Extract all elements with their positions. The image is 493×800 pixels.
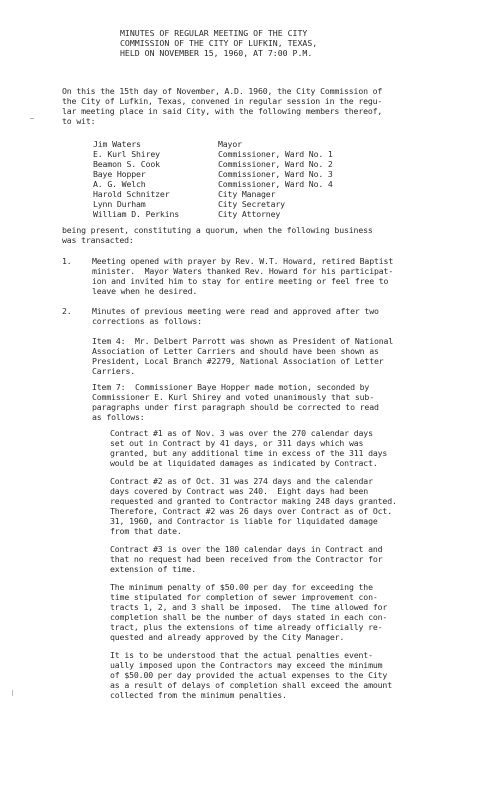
member-title: City Attorney xyxy=(218,209,281,219)
contract-1-line-1: Contract #1 as of Nov. 3 was over the 270 calendar days xyxy=(110,428,373,438)
quorum-line-1: being present, constituting a quorum, when the following business xyxy=(62,225,373,235)
member-title: City Secretary xyxy=(218,199,285,209)
quorum-line-2: was transacted: xyxy=(62,235,134,245)
contract-1-line-2: set out in Contract by 41 days, or 311 days which was xyxy=(110,438,364,448)
intro-line-3: lar meeting place in said City, with the following members thereof, xyxy=(62,106,383,116)
member-name: Harold Schnitzer xyxy=(93,189,170,199)
item-4-line-1: Item 4: Mr. Delbert Parrott was shown as President of National xyxy=(92,336,394,346)
contract-2-line-4: Therefore, Contract #2 was 26 days over Contract as of Oct. xyxy=(110,506,392,516)
title-line-3: HELD ON NOVEMBER 15, 1960, AT 7:00 P.M. xyxy=(120,48,313,58)
contract-3-line-1: Contract #3 is over the 180 calendar days in Contract and xyxy=(110,544,383,554)
member-name: E. Kurl Shirey xyxy=(93,149,160,159)
member-name: Baye Hopper xyxy=(93,169,146,179)
understood-line-2: ually imposed upon the Contractors may exceed the minimum xyxy=(110,660,383,670)
understood-line-5: collected from the minimum penalties. xyxy=(110,690,287,700)
understood-line-3: of $50.00 per day provided the actual expenses to the City xyxy=(110,670,388,680)
item-7-line-1: Item 7: Commissioner Baye Hopper made motion, seconded by xyxy=(92,382,370,392)
contract-2-line-5: 31, 1960, and Contractor is liable for liquidated damage xyxy=(110,516,378,526)
item-4-line-2: Association of Letter Carriers and should have been shown as xyxy=(92,346,379,356)
understood-line-1: It is to be understood that the actual penalties event- xyxy=(110,650,373,660)
contract-3-line-3: extension of time. xyxy=(110,564,197,574)
penalty-line-2: time stipulated for completion of sewer improvement con- xyxy=(110,592,378,602)
intro-line-4: to wit: xyxy=(62,116,96,126)
contract-2-line-6: from that date. xyxy=(110,526,182,536)
penalty-line-3: tracts 1, 2, and 3 shall be imposed. The time allowed for xyxy=(110,602,388,612)
member-title: Mayor xyxy=(218,139,242,149)
title-line-1: MINUTES OF REGULAR MEETING OF THE CITY xyxy=(120,28,308,38)
item-7-line-2: Commissioner E. Kurl Shirey and voted unanimously that sub- xyxy=(92,392,374,402)
item-2-number: 2. xyxy=(62,306,72,316)
penalty-line-4: completion shall be the number of days stated in each con- xyxy=(110,612,388,622)
member-title: Commissioner, Ward No. 4 xyxy=(218,179,333,189)
item-4-line-3: President, Local Branch #2279, National Association of Letter xyxy=(92,356,384,366)
item-7-line-4: as follows: xyxy=(92,412,145,422)
item-2-line-1: Minutes of previous meeting were read and approved after two xyxy=(92,306,379,316)
member-name: Lynn Durham xyxy=(93,199,146,209)
member-title: Commissioner, Ward No. 1 xyxy=(218,149,333,159)
margin-mark xyxy=(12,690,15,696)
member-name: Beamon S. Cook xyxy=(93,159,160,169)
item-1-line-1: Meeting opened with prayer by Rev. W.T. Howard, retired Baptist xyxy=(92,256,394,266)
member-name: William D. Perkins xyxy=(93,209,180,219)
item-4-line-4: Carriers. xyxy=(92,366,136,376)
contract-1-line-4: would be at liquidated damages as indicated by Contract. xyxy=(110,458,378,468)
contract-1-line-3: granted, but any additional time in excess of the 311 days xyxy=(110,448,388,458)
member-name: A. G. Welch xyxy=(93,179,146,189)
item-1-line-2: minister. Mayor Waters thanked Rev. Howard for his participat- xyxy=(92,266,394,276)
member-title: City Manager xyxy=(218,189,276,199)
intro-line-2: the City of Lufkin, Texas, convened in regular session in the regu- xyxy=(62,96,383,106)
penalty-line-6: quested and already approved by the City Manager. xyxy=(110,632,345,642)
item-2-line-2: corrections as follows: xyxy=(92,316,202,326)
penalty-line-5: tract, plus the extensions of time already officially re- xyxy=(110,622,383,632)
contract-2-line-3: requested and granted to Contractor making 248 days granted. xyxy=(110,496,397,506)
contract-3-line-2: that no request had been received from the Contractor for xyxy=(110,554,383,564)
member-title: Commissioner, Ward No. 2 xyxy=(218,159,333,169)
intro-line-1: On this the 15th day of November, A.D. 1960, the City Commission of xyxy=(62,86,383,96)
member-name: Jim Waters xyxy=(93,139,141,149)
item-7-line-3: paragraphs under first paragraph should be corrected to read xyxy=(92,402,379,412)
understood-line-4: as a result of delays of completion shall exceed the amount xyxy=(110,680,392,690)
title-line-2: COMMISSION OF THE CITY OF LUFKIN, TEXAS, xyxy=(120,38,318,48)
item-1-number: 1. xyxy=(62,256,72,266)
margin-mark xyxy=(30,118,34,120)
contract-2-line-2: days covered by Contract was 240. Eight days had been xyxy=(110,486,369,496)
contract-2-line-1: Contract #2 as of Oct. 31 was 274 days and the calendar xyxy=(110,476,373,486)
item-1-line-3: ion and invited him to stay for entire meeting or feel free to xyxy=(92,276,389,286)
member-title: Commissioner, Ward No. 3 xyxy=(218,169,333,179)
item-1-line-4: leave when he desired. xyxy=(92,286,198,296)
penalty-line-1: The minimum penalty of $50.00 per day for exceeding the xyxy=(110,582,373,592)
